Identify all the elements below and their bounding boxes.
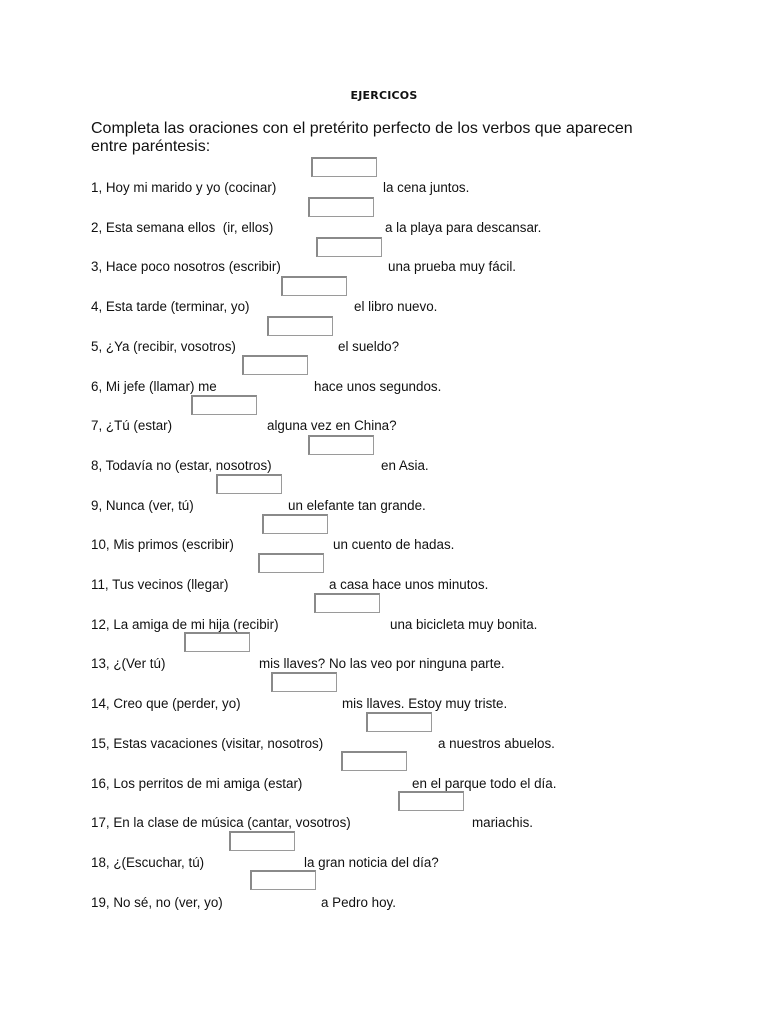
sentence-row bbox=[91, 537, 691, 553]
sentence-suffix: a nuestros abuelos. bbox=[438, 735, 555, 751]
sentence-prefix: 1, Hoy mi marido y yo (cocinar) bbox=[91, 180, 277, 195]
sentence-prefix: 15, Estas vacaciones (visitar, nosotros) bbox=[91, 735, 324, 751]
answer-input-15[interactable] bbox=[366, 712, 432, 732]
sentence-prefix: 19, No sé, no (ver, yo) bbox=[91, 894, 223, 910]
sentence-suffix: mis llaves? No las veo por ninguna parte. bbox=[259, 656, 505, 672]
sentence-suffix: una bicicleta muy bonita. bbox=[390, 616, 538, 632]
answer-input-5[interactable] bbox=[267, 316, 333, 336]
answer-input-10[interactable] bbox=[262, 514, 328, 534]
sentence-prefix: 6, Mi jefe (llamar) me bbox=[91, 378, 217, 394]
sentence-row bbox=[91, 696, 691, 712]
instructions-text: Completa las oraciones con el pretérito perfecto de los verbos que aparecen entre paréntesis: bbox=[91, 120, 633, 155]
sentence-prefix: 12, La amiga de mi hija (recibir) bbox=[91, 616, 279, 632]
answer-input-6[interactable] bbox=[242, 355, 308, 375]
sentence-suffix: mariachis. bbox=[472, 815, 534, 831]
sentence-prefix: 3, Hace poco nosotros (escribir) bbox=[91, 259, 281, 275]
sentence-suffix: la cena juntos. bbox=[383, 180, 470, 195]
sentence-suffix: mis llaves. Estoy muy triste. bbox=[342, 696, 508, 712]
sentence-row bbox=[91, 815, 691, 831]
answer-input-4[interactable] bbox=[281, 276, 347, 296]
sentence-row bbox=[91, 418, 691, 434]
sentence-suffix: un elefante tan grande. bbox=[288, 497, 426, 513]
sentence-suffix: la gran noticia del día? bbox=[304, 854, 439, 870]
answer-input-2[interactable] bbox=[308, 197, 374, 217]
answer-input-1[interactable] bbox=[311, 157, 377, 177]
sentence-suffix: un cuento de hadas. bbox=[333, 537, 455, 553]
sentence-row bbox=[91, 180, 691, 196]
answer-input-13[interactable] bbox=[184, 632, 250, 652]
sentence-prefix: 5, ¿Ya (recibir, vosotros) bbox=[91, 338, 236, 354]
sentence-prefix: 18, ¿(Escuchar, tú) bbox=[91, 854, 205, 870]
answer-input-9[interactable] bbox=[216, 474, 282, 494]
answer-input-16[interactable] bbox=[341, 751, 407, 771]
sentence-row bbox=[91, 776, 691, 792]
sentence-suffix: a Pedro hoy. bbox=[321, 894, 396, 910]
sentence-row bbox=[91, 617, 691, 633]
answer-input-3[interactable] bbox=[316, 237, 382, 257]
sentence-suffix: una prueba muy fácil. bbox=[388, 259, 517, 275]
sentence-row bbox=[91, 458, 691, 474]
sentence-row bbox=[91, 736, 691, 752]
answer-input-18[interactable] bbox=[229, 831, 295, 851]
sentence-suffix: en Asia. bbox=[381, 457, 429, 473]
sentence-suffix: alguna vez en China? bbox=[267, 418, 397, 434]
sentence-row bbox=[91, 577, 691, 593]
sentence-prefix: 8, Todavía no (estar, nosotros) bbox=[91, 457, 272, 473]
sentence-row bbox=[91, 379, 691, 395]
answer-input-17[interactable] bbox=[398, 791, 464, 811]
sentence-row bbox=[91, 339, 691, 355]
answer-input-7[interactable] bbox=[191, 395, 257, 415]
sentence-prefix: 14, Creo que (perder, yo) bbox=[91, 696, 241, 712]
answer-input-8[interactable] bbox=[308, 435, 374, 455]
sentence-prefix: 4, Esta tarde (terminar, yo) bbox=[91, 299, 250, 315]
sentence-suffix: en el parque todo el día. bbox=[412, 775, 557, 791]
answer-input-12[interactable] bbox=[314, 593, 380, 613]
answer-input-19[interactable] bbox=[250, 870, 316, 890]
sentence-suffix: a casa hace unos minutos. bbox=[329, 577, 489, 592]
sentence-row bbox=[91, 259, 691, 275]
sentence-suffix: el sueldo? bbox=[338, 338, 400, 354]
sentence-row bbox=[91, 299, 691, 315]
answer-input-11[interactable] bbox=[258, 553, 324, 573]
sentence-row bbox=[91, 498, 691, 514]
answer-input-14[interactable] bbox=[271, 672, 337, 692]
sentence-row bbox=[91, 220, 691, 236]
sentence-prefix: 10, Mis primos (escribir) bbox=[91, 537, 234, 553]
sentence-suffix: hace unos segundos. bbox=[314, 378, 442, 394]
sentence-prefix: 16, Los perritos de mi amiga (estar) bbox=[91, 775, 303, 791]
sentence-row bbox=[91, 895, 691, 911]
page-title: EJERCICOS bbox=[350, 89, 418, 102]
sentence-prefix: 7, ¿Tú (estar) bbox=[91, 418, 173, 434]
sentence-row bbox=[91, 656, 691, 672]
sentence-suffix: a la playa para descansar. bbox=[385, 219, 542, 235]
sentence-prefix: 9, Nunca (ver, tú) bbox=[91, 497, 194, 513]
sentence-row bbox=[91, 855, 691, 871]
sentence-prefix: 13, ¿(Ver tú) bbox=[91, 656, 166, 672]
sentence-prefix: 2, Esta semana ellos (ir, ellos) bbox=[91, 219, 274, 235]
sentence-prefix: 17, En la clase de música (cantar, vosotros) bbox=[91, 815, 351, 831]
sentence-suffix: el libro nuevo. bbox=[354, 299, 438, 315]
sentence-prefix: 11, Tus vecinos (llegar) bbox=[91, 577, 229, 592]
